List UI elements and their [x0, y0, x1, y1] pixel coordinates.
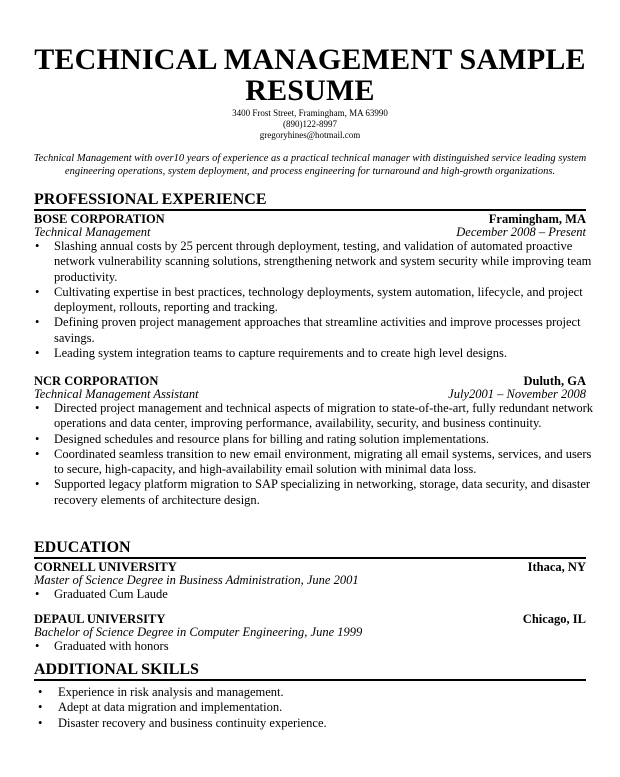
resume-title-line2: RESUME [245, 74, 375, 107]
list-item: • Coordinated seamless transition to new email environment, migrating all email systems, services, and users to secure, high-capacity, and high-availability email solution with minimal data loss. [34, 447, 594, 478]
job-role-bose [34, 225, 586, 239]
school-location: Chicago, IL [522, 612, 586, 626]
job-dates: July2001 – November 2008 [448, 387, 586, 401]
job-header-ncr [34, 374, 586, 388]
degree: Bachelor of Science Degree in Computer Engineering, June 1999 [34, 625, 363, 639]
section-heading-experience: PROFESSIONAL EXPERIENCE [34, 191, 586, 211]
job-header-bose [34, 212, 586, 226]
skills-list [34, 685, 594, 731]
job-role-ncr [34, 387, 586, 401]
list-item: • Defining proven project management approaches that streamline activities and improve processes project savings. [34, 315, 594, 346]
list-item: • Graduated Cum Laude [34, 587, 594, 602]
professional-summary: Technical Management with over10 years of experience as a practical technical manager with distinguished service leading system engineering operations, system deployment, and process engineering for turnaround and high-growth organizations. [33, 153, 587, 177]
job-bullets-bose [34, 239, 594, 361]
school-bullets-depaul [34, 639, 594, 654]
resume-title-line1: TECHNICAL MANAGEMENT SAMPLE [34, 43, 586, 76]
school-name: DEPAUL UNIVERSITY [34, 612, 166, 626]
company-name: BOSE CORPORATION [34, 212, 165, 226]
list-item: • Adept at data migration and implementation. [34, 700, 594, 715]
list-item: • Directed project management and technical aspects of migration to state-of-the-art, fully redundant network operations and data center, improving performance, availability, security, and business continuity. [34, 401, 594, 432]
list-item: • Slashing annual costs by 25 percent through deployment, testing, and validation of automated proactive network vulnerability scanning solutions, strengthening network and system security while improving team productivity. [34, 239, 594, 285]
list-item: • Designed schedules and resource plans for billing and rating solution implementations. [34, 432, 594, 447]
job-bullets-ncr [34, 401, 594, 508]
degree: Master of Science Degree in Business Administration, June 2001 [34, 573, 359, 587]
school-degree-depaul [34, 625, 586, 639]
school-bullets-cornell [34, 587, 594, 602]
school-name: CORNELL UNIVERSITY [34, 560, 177, 574]
company-location: Framingham, MA [488, 212, 586, 226]
list-item: • Disaster recovery and business continuity experience. [34, 716, 594, 731]
job-dates: December 2008 – Present [456, 225, 586, 239]
list-item: • Graduated with honors [34, 639, 594, 654]
school-location: Ithaca, NY [527, 560, 586, 574]
list-item: • Experience in risk analysis and management. [34, 685, 594, 700]
contact-address: 3400 Frost Street, Framingham, MA 63990 [232, 108, 388, 118]
company-location: Duluth, GA [523, 374, 586, 388]
school-header-depaul [34, 612, 586, 626]
section-heading-education: EDUCATION [34, 539, 586, 559]
contact-phone: (890)122-8997 [283, 119, 337, 129]
company-name: NCR CORPORATION [34, 374, 159, 388]
list-item: • Supported legacy platform migration to SAP specializing in networking, storage, data security, and disaster recovery elements of architecture design. [34, 477, 594, 508]
job-title: Technical Management Assistant [34, 387, 199, 401]
school-degree-cornell [34, 573, 586, 587]
section-heading-skills: ADDITIONAL SKILLS [34, 661, 586, 681]
contact-email: gregoryhines@hotmail.com [259, 130, 361, 140]
job-title: Technical Management [34, 225, 151, 239]
list-item: • Leading system integration teams to capture requirements and to create high level designs. [34, 346, 594, 361]
list-item: • Cultivating expertise in best practices, technology deployments, system automation, lifecycle, and project deployment, rollouts, reporting and tracking. [34, 285, 594, 316]
school-header-cornell [34, 560, 586, 574]
